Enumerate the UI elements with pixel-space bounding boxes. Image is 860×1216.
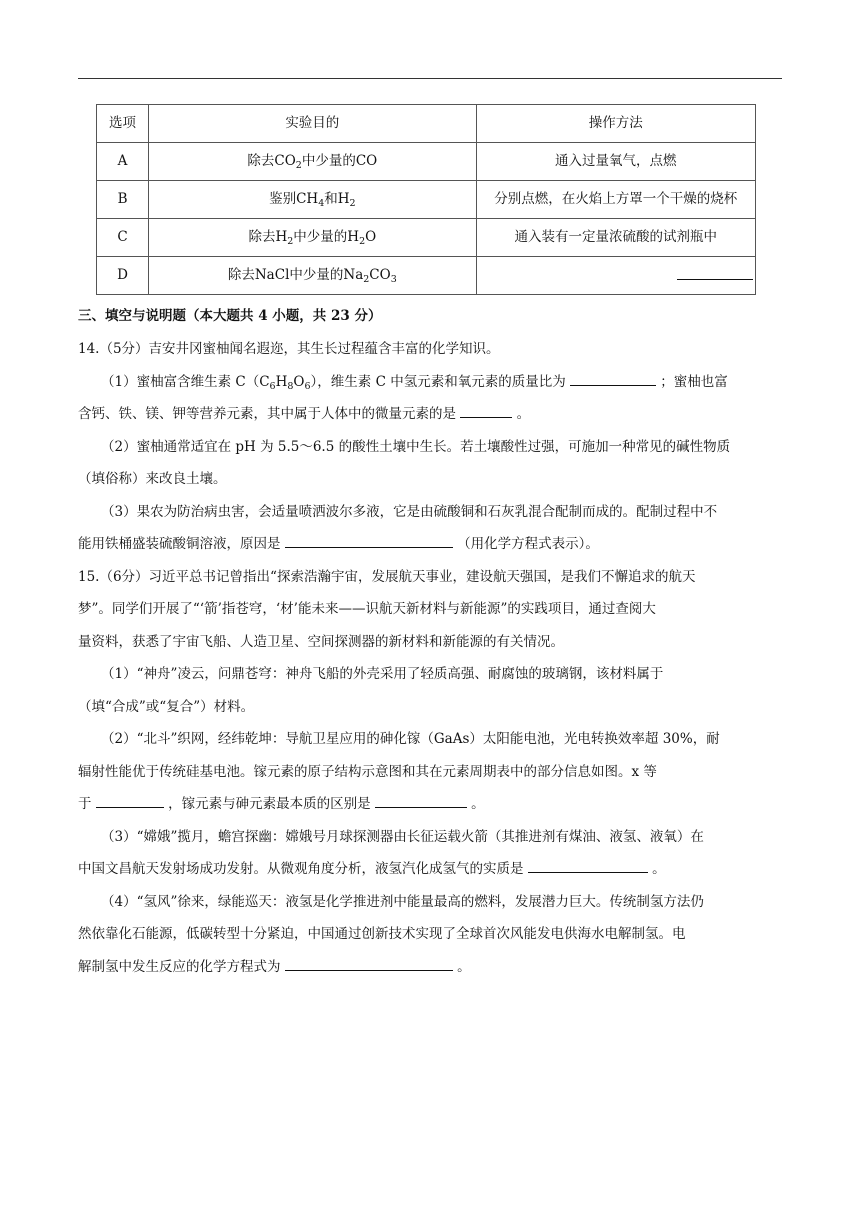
q14-stem: 14.（5分）吉安井冈蜜柚闻名遐迩，其生长过程蕴含丰富的化学知识。 — [78, 341, 500, 357]
q14-part2-cont: （填俗称）来改良土壤。 — [78, 471, 227, 487]
options-table — [96, 104, 756, 295]
table-row — [97, 219, 756, 257]
purpose-cell: 除去$H_2$中少量的$H_2O$ — [149, 219, 476, 257]
option-label: C — [97, 219, 149, 257]
q15-part3: （3）“嫦娥”揽月，蟾宫探幽：嫦娥号月球探测器由长征运载火箭（其推进剂有煤油、液氢、液氧）在 — [101, 829, 704, 845]
q15-part4-cont2: 解制氢中发生反应的化学方程式为 。 — [78, 959, 471, 975]
q15-part1: （1）“神舟”凌云，问鼎苍穹：神舟飞船的外壳采用了轻质高强、耐腐蚀的玻璃钢，该材料属于 — [101, 666, 664, 682]
q14-part1: （1）蜜柚富含维生素 $C(C_6H_8O_6)$，维生素 C 中氢元素和氧元素的质量比为 ；蜜柚也富 — [101, 374, 728, 392]
answer-blank[interactable] — [460, 404, 512, 418]
q15-part4: （4）“氢风”徐来，绿能巡天：液氢是化学推进剂中能量最高的燃料，发展潜力巨大。传统制氢方法仍 — [101, 894, 704, 910]
table-row — [97, 143, 756, 181]
q15-stem-cont: 梦”。同学们开展了“‘箭’指苍穹，‘材’能未来——识航天新材料与新能源”的实践项目，通过查阅大 — [78, 601, 656, 617]
q15-part2-cont: 辐射性能优于传统硅基电池。镓元素的原子结构示意图和其在元素周期表中的部分信息如图。x 等 — [78, 764, 657, 780]
purpose-cell: 除去NaCl中少量的$Na_2CO_3$ — [149, 257, 476, 295]
q15-part1-cont: （填“合成”或“复合”）材料。 — [78, 699, 255, 715]
q14-part3-cont: 能用铁桶盛装硫酸铜溶液，原因是 （用化学方程式表示）。 — [78, 536, 599, 552]
answer-blank[interactable] — [528, 859, 648, 873]
method-cell-blank[interactable] — [476, 257, 755, 295]
method-cell: 通入过量氧气，点燃 — [476, 143, 755, 181]
answer-blank[interactable] — [375, 794, 467, 808]
option-label: B — [97, 181, 149, 219]
header-option: 选项 — [97, 105, 149, 143]
q15-part2: （2）“北斗”织网，经纬乾坤：导航卫星应用的砷化镓（GaAs）太阳能电池，光电转换效率超 30%，耐 — [101, 731, 720, 747]
table-header-row — [97, 105, 756, 143]
table-row — [97, 257, 756, 295]
section-title: 三、填空与说明题（本大题共 4 小题，共 23 分） — [78, 308, 382, 324]
answer-blank[interactable] — [570, 372, 656, 386]
option-label: D — [97, 257, 149, 295]
purpose-cell: 除去$CO_2$中少量的CO — [149, 143, 476, 181]
answer-blank[interactable] — [677, 267, 753, 280]
q15-part2-cont2: 于 ，镓元素与砷元素最本质的区别是 。 — [78, 796, 485, 812]
q15-part3-cont: 中国文昌航天发射场成功发射。从微观角度分析，液氢汽化成氢气的实质是 。 — [78, 861, 666, 877]
q14-part2: （2）蜜柚通常适宜在 pH 为 5.5～6.5 的酸性土壤中生长。若土壤酸性过强，可施加一种常见的碱性物质 — [101, 439, 731, 455]
answer-blank[interactable] — [285, 534, 453, 548]
q15-part4-cont: 然依靠化石能源，低碳转型十分紧迫，中国通过创新技术实现了全球首次风能发电供海水电解制氢。电 — [78, 926, 686, 942]
header-rule — [78, 78, 782, 79]
answer-blank[interactable] — [96, 794, 164, 808]
q14-part3: （3）果农为防治病虫害，会适量喷洒波尔多液，它是由硫酸铜和石灰乳混合配制而成的。配制过程中不 — [101, 504, 718, 520]
method-cell: 分别点燃，在火焰上方罩一个干燥的烧杯 — [476, 181, 755, 219]
header-method: 操作方法 — [476, 105, 755, 143]
option-label: A — [97, 143, 149, 181]
q15-stem: 15.（6分）习近平总书记曾指出“探索浩瀚宇宙，发展航天事业，建设航天强国，是我们不懈追求的航天 — [78, 569, 696, 585]
header-purpose: 实验目的 — [149, 105, 476, 143]
table-row — [97, 181, 756, 219]
q15-stem-cont2: 量资料，获悉了宇宙飞船、人造卫星、空间探测器的新材料和新能源的有关情况。 — [78, 634, 564, 650]
method-cell: 通入装有一定量浓硫酸的试剂瓶中 — [476, 219, 755, 257]
q14-part1-cont: 含钙、铁、镁、钾等营养元素，其中属于人体中的微量元素的是 。 — [78, 406, 531, 422]
answer-blank[interactable] — [285, 957, 453, 971]
purpose-cell: 鉴别$CH_4$和$H_2$ — [149, 181, 476, 219]
